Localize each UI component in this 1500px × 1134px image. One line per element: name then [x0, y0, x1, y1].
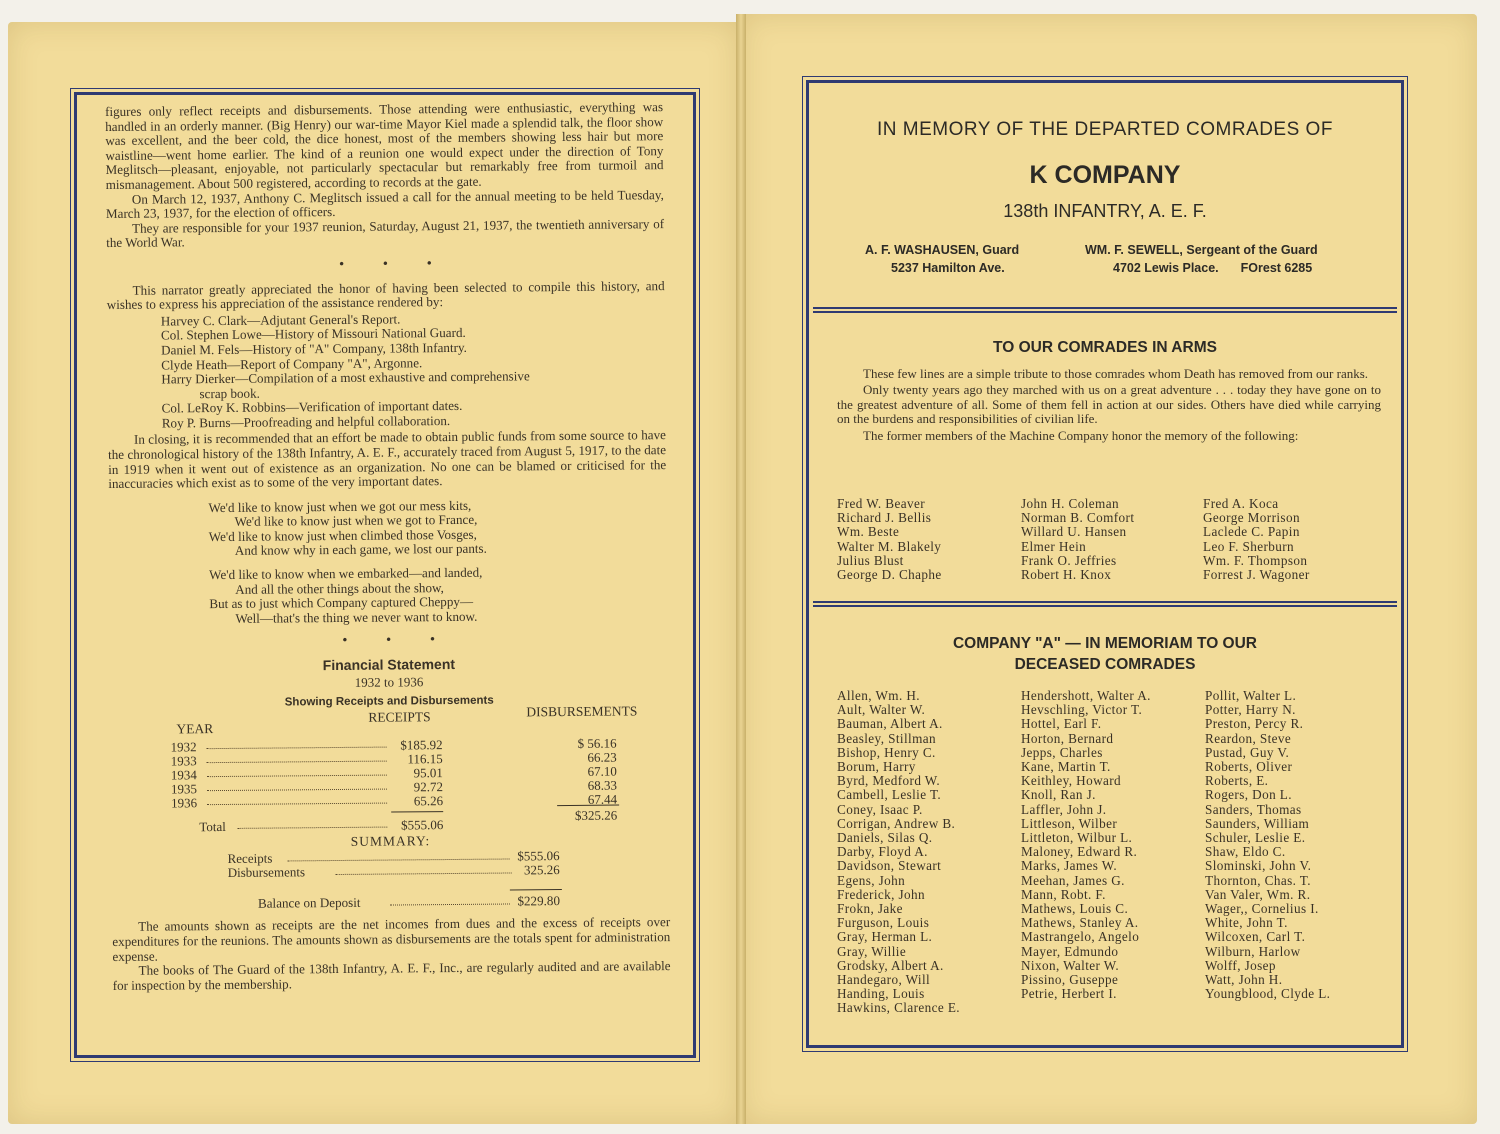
list-item: Mastrangelo, Angelo [1021, 929, 1140, 945]
name-column [1203, 497, 1310, 582]
list-item: Handegaro, Will [837, 972, 931, 988]
list-item: George Morrison [1203, 510, 1300, 526]
memoriam-heading-line: DECEASED COMRADES [1014, 656, 1196, 673]
receipts-cell: 116.15 [407, 751, 443, 767]
list-item: Sanders, Thomas [1205, 801, 1302, 817]
receipts-cell: 95.01 [413, 765, 443, 781]
acknowledgment-item: Harry Dierker—Compilation of a most exhaustive and comprehensive [161, 368, 530, 387]
right-page-frame [806, 80, 1404, 1048]
list-item: White, John T. [1205, 915, 1288, 931]
separator: • • • [339, 254, 450, 271]
list-item: Potter, Harry N. [1205, 702, 1296, 718]
list-item: Julius Blust [837, 552, 904, 568]
acknowledgment-item: Harvey C. Clark—Adjutant General's Report. [160, 311, 401, 329]
list-item: Slominski, John V. [1205, 858, 1312, 874]
summary-receipts-amount: $555.06 [517, 848, 560, 864]
disbursements-cell: 67.10 [587, 764, 617, 780]
list-item: Mann, Robt. F. [1021, 886, 1106, 902]
list-item: Pissino, Guseppe [1021, 972, 1119, 988]
name-column [1205, 689, 1330, 1001]
list-item: Wm. Beste [837, 524, 900, 540]
col-receipts-header: RECEIPTS [368, 709, 431, 726]
paragraph: On March 12, 1937, Anthony C. Meglitsch issued a call for the annual meeting to be held Tuesday, March 23, 1937, for the election of officers. [105, 186, 664, 222]
list-item: Nixon, Walter W. [1021, 957, 1120, 973]
section-divider [813, 601, 1397, 603]
list-item: Keithley, Howard [1021, 773, 1122, 789]
list-item: Darby, Floyd A. [837, 844, 928, 860]
list-item: Bishop, Henry C. [837, 744, 936, 760]
officer-address: 5237 Hamilton Ave. [891, 261, 1005, 275]
year-cell: 1934 [170, 767, 197, 783]
list-item: Thornton, Chas. T. [1205, 872, 1311, 888]
year-cell: 1932 [170, 739, 197, 755]
list-item: Hottel, Earl F. [1021, 716, 1102, 732]
narrator-paragraph: This narrator greatly appreciated the honor of having been selected to compile this history, and wishes to express his appreciation of the assistance rendered by: [106, 277, 665, 313]
name-column [1021, 689, 1151, 1001]
officer-name: WM. F. SEWELL, Sergeant of the Guard [1085, 243, 1318, 257]
list-item: Watt, John H. [1205, 972, 1283, 988]
poem-line: Well—that's the thing we never want to know. [235, 608, 478, 626]
list-item: Kane, Martin T. [1021, 759, 1111, 775]
poem-line: We'd like to know when we embarked—and landed, [209, 565, 483, 583]
year-cell: 1936 [171, 795, 198, 811]
summary-label: SUMMARY: [350, 833, 431, 850]
company-name: K COMPANY [1029, 161, 1181, 189]
list-item: Byrd, Medford W. [837, 773, 941, 789]
list-item: Robert H. Knox [1021, 567, 1112, 583]
company-a-memoriam-section [809, 609, 1401, 1045]
list-item: Norman B. Comfort [1021, 510, 1135, 526]
list-item: Corrigan, Andrew B. [837, 815, 956, 831]
poem [208, 497, 667, 626]
list-item: Wager,, Cornelius I. [1205, 901, 1319, 917]
list-item: Willard U. Hansen [1021, 524, 1127, 540]
list-item: Meehan, James G. [1021, 872, 1125, 888]
total-label: Total [199, 819, 226, 835]
list-item: Coney, Isaac P. [837, 801, 923, 817]
paragraph: They are responsible for your 1937 reunion, Saturday, August 21, 1937, the twentieth anniversary of the World War. [106, 215, 665, 251]
summary-disbursements-label: Disbursements [227, 864, 306, 881]
list-item: Van Valer, Wm. R. [1205, 886, 1311, 902]
left-page-frame [74, 92, 696, 1058]
summary-disbursements-amount: 325.26 [523, 862, 560, 878]
left-page-text [105, 100, 671, 993]
list-item: Wilburn, Harlow [1205, 943, 1301, 959]
list-item: Gray, Herman L. [837, 929, 933, 945]
list-item: Beasley, Stillman [837, 730, 936, 746]
list-item: Horton, Bernard [1021, 730, 1114, 746]
list-item: Maloney, Edward R. [1021, 844, 1138, 860]
list-item: Grodsky, Albert A. [837, 957, 944, 973]
poem-line: And know why in each game, we lost our pants. [234, 540, 487, 558]
list-item: Walter M. Blakely [837, 538, 942, 554]
separator: • • • [342, 631, 453, 648]
acknowledgment-item: Col. LeRoy K. Robbins—Verification of important dates. [161, 398, 463, 416]
list-item: Hevschling, Victor T. [1021, 702, 1143, 718]
disbursements-cell: $ 56.16 [577, 736, 617, 752]
list-item: Petrie, Herbert I. [1021, 986, 1117, 1002]
list-item: Davidson, Stewart [837, 858, 942, 874]
poem-line: And all the other things about the show, [235, 579, 444, 597]
list-item: Frokn, Jake [837, 901, 903, 917]
total-receipts: $555.06 [400, 817, 444, 833]
name-column [837, 497, 942, 582]
list-item: Pustad, Guy V. [1205, 744, 1290, 760]
list-item: Youngblood, Clyde L. [1205, 986, 1331, 1002]
disbursements-cell: 68.33 [587, 778, 618, 794]
financial-years: 1932 to 1936 [354, 674, 424, 691]
acknowledgment-item: scrap book. [199, 385, 260, 401]
list-item: Mathews, Louis C. [1021, 901, 1129, 917]
list-item: Mathews, Stanley A. [1021, 915, 1139, 931]
financial-subtitle: Showing Receipts and Disbursements [284, 694, 494, 709]
receipts-cell: 92.72 [413, 779, 444, 795]
booklet-spine [736, 14, 746, 1124]
list-item: George D. Chaphe [837, 567, 942, 583]
poem-line: We'd like to know just when climbed those Vosges, [208, 526, 477, 544]
list-item: Richard J. Bellis [837, 510, 932, 526]
closing-paragraph: In closing, it is recommended that an effort be made to obtain public funds from some source to have the chronological history of the 138th Infantry, A. E. F., accurately traced from August 5, 1917, to the date in 1919 when it went out of existence as an organization. No one can be blamed or criticised for the inaccuracies which exist as to some of the very important dates. [107, 427, 667, 492]
acknowledgment-item: Daniel M. Fels—History of "A" Company, 138th Infantry. [161, 339, 467, 358]
financial-table [110, 703, 670, 892]
list-item: Borum, Harry [837, 759, 916, 775]
officer-address-line [1085, 259, 1318, 277]
list-item: Daniels, Silas Q. [837, 830, 933, 846]
list-item: Allen, Wm. H. [837, 688, 920, 703]
officer-guard [865, 241, 1019, 277]
list-item: Wm. F. Thompson [1203, 552, 1308, 568]
memory-title: IN MEMORY OF THE DEPARTED COMRADES OF [877, 119, 1333, 140]
list-item: Leo F. Sherburn [1203, 538, 1295, 554]
list-item: Laffler, John J. [1021, 801, 1107, 817]
memoriam-heading [809, 633, 1401, 675]
list-item: Frederick, John [837, 886, 926, 902]
balance-label: Balance on Deposit [257, 895, 361, 912]
list-item: Cambell, Leslie T. [837, 787, 942, 803]
tribute-paragraph: These few lines are a simple tribute to those comrades whom Death has removed from our ranks. [863, 366, 1369, 381]
list-item: Wilcoxen, Carl T. [1205, 929, 1306, 945]
acknowledgment-item: Roy P. Burns—Proofreading and helpful collaboration. [161, 412, 451, 431]
list-item: Jepps, Charles [1021, 744, 1103, 760]
acknowledgment-list [161, 310, 666, 431]
list-item: Bauman, Albert A. [837, 716, 943, 732]
total-row [199, 808, 669, 835]
list-item: Gray, Willie [837, 943, 907, 959]
list-item: Knoll, Ran J. [1021, 787, 1096, 803]
list-item: Schuler, Leslie E. [1205, 830, 1306, 846]
list-item: Littleton, Wilbur L. [1021, 830, 1133, 846]
list-item: Roberts, Oliver [1205, 759, 1293, 775]
list-item: Furguson, Louis [837, 915, 930, 931]
list-item: Handing, Louis [837, 986, 925, 1002]
list-item: John H. Coleman [1021, 496, 1119, 511]
list-item: Rogers, Don L. [1205, 787, 1292, 803]
list-item: Roberts, E. [1205, 773, 1269, 789]
list-item: Hendershott, Walter A. [1021, 688, 1151, 703]
list-item: Pollit, Walter L. [1205, 688, 1297, 703]
officer-name: A. F. WASHAUSEN, Guard [865, 243, 1020, 257]
name-column [837, 689, 960, 1016]
list-item: Mayer, Edmundo [1021, 943, 1119, 959]
total-disbursements: $325.26 [574, 808, 618, 824]
financial-statement-title: Financial Statement [322, 655, 456, 673]
name-column [1021, 497, 1134, 582]
acknowledgment-item: Clyde Heath—Report of Company "A", Argonne. [161, 354, 423, 373]
list-item: Shaw, Eldo C. [1205, 844, 1286, 860]
officer-phone: FOrest 6285 [1240, 261, 1313, 275]
memoriam-heading-line: COMPANY "A" — IN MEMORIAM TO OUR [952, 635, 1258, 652]
table-row [171, 793, 641, 811]
list-item: Fred A. Koca [1203, 496, 1279, 511]
list-item: Marks, James W. [1021, 858, 1118, 874]
list-item: Ault, Walter W. [837, 702, 926, 718]
poem-line: But as to just which Company captured Cheppy— [209, 594, 474, 612]
list-item: Egens, John [837, 872, 906, 888]
list-item: Elmer Hein [1021, 538, 1087, 554]
balance-amount: $229.80 [517, 893, 561, 909]
poem-line: We'd like to know just when we got our mess kits, [208, 497, 472, 515]
disbursements-cell: 67.44 [587, 792, 618, 808]
receipts-cell: $185.92 [400, 737, 443, 753]
tribute-text [837, 367, 1381, 445]
officer-sergeant [1085, 241, 1318, 277]
receipts-cell: 65.26 [413, 793, 444, 809]
year-cell: 1933 [170, 753, 197, 769]
poem-line: We'd like to know just when we got to France, [234, 512, 478, 530]
year-cell: 1935 [170, 781, 198, 797]
list-item: Saunders, William [1205, 815, 1310, 831]
officer-address: 4702 Lewis Place. [1113, 261, 1219, 275]
paragraph: figures only reflect receipts and disbursements. Those attending were enthusiastic, everything was handled in an orderly manner. (Big Henry) our war-time Mayor Kiel made a splendid talk, the floor show was excellent, and the beer cold, the dice honest, most of the members showing less hair but more waistline—went home earlier. The kind of a reunion one would expect under the direction of Tony Meglitsch—pleasant, enjoyable, not particularly spectacular but remarkably free from turmoil and mismanagement. About 500 registered, according to records at the gate. [104, 99, 664, 192]
comrades-in-arms-section [809, 315, 1401, 603]
tribute-paragraph: The former members of the Machine Company honor the memory of the following: [863, 427, 1299, 443]
summary-receipts-label: Receipts [227, 851, 273, 867]
tribute-paragraph: Only twenty years ago they marched with us on a great adventure . . . today they have gone on to the greatest adventure of all. Some of them fell in action at our sides. Others have died while carrying on the burdens and responsibilities of civilian life. [837, 382, 1381, 427]
k-company-memorial-section [809, 83, 1401, 309]
list-item: Frank O. Jeffries [1021, 552, 1117, 568]
list-item: Reardon, Steve [1205, 730, 1292, 746]
list-item: Forrest J. Wagoner [1203, 567, 1310, 583]
infantry-name: 138th INFANTRY, A. E. F. [1003, 201, 1207, 221]
footer-paragraph: The books of The Guard of the 138th Infantry, A. E. F., Inc., are regularly audited and are available for inspection by the membership. [112, 958, 671, 993]
list-item: Preston, Percy R. [1205, 716, 1304, 732]
comrades-heading: TO OUR COMRADES IN ARMS [993, 339, 1217, 356]
list-item: Fred W. Beaver [837, 496, 926, 511]
disbursements-cell: 66.23 [587, 750, 617, 766]
col-disbursements-header: DISBURSEMENTS [526, 703, 638, 720]
list-item: Laclede C. Papin [1203, 524, 1300, 540]
footer-paragraph: The amounts shown as receipts are the net incomes from dues and the excess of receipts over expenditures for the reunions. The amounts shown as disbursements are the totals spent for administration expense. [112, 914, 671, 964]
acknowledgment-item: Col. Stephen Lowe—History of Missouri National Guard. [160, 325, 466, 343]
list-item: Littleson, Wilber [1021, 815, 1118, 831]
list-item: Hawkins, Clarence E. [837, 1000, 960, 1016]
list-item: Wolff, Josep [1205, 957, 1276, 973]
section-divider [813, 307, 1397, 309]
col-year-header: YEAR [176, 721, 214, 737]
